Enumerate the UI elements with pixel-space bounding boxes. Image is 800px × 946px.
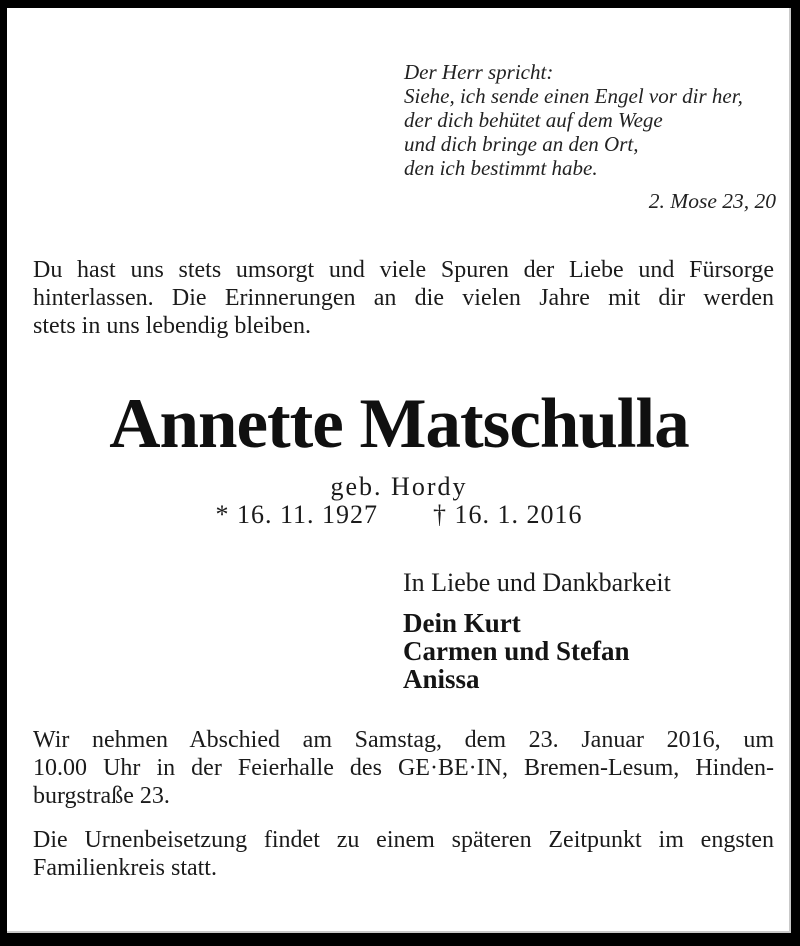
mourners-block [403,568,671,693]
deceased-name: Annette Matschulla [109,385,689,463]
text-line: Die Urnenbeisetzung findet zu einem späteren Zeitpunkt im engsten [33,827,774,853]
bible-verse-lines [404,60,780,180]
text-line: Carmen und Stefan [403,636,630,666]
text-line: Dein Kurt [403,608,521,638]
text-line: Der Herr spricht: [404,60,554,84]
text-line: Du hast uns stets umsorgt und viele Spuren der Liebe und Fürsorge [33,257,774,283]
text-line: stets in uns lebendig bleiben. [33,313,311,339]
birth-date: * 16. 11. 1927 [215,500,379,529]
maiden-name: geb. Hordy [330,472,468,501]
text-line: den ich bestimmt habe. [404,156,598,180]
death-date: † 16. 1. 2016 [433,500,583,529]
text-line: Wir nehmen Abschied am Samstag, dem 23. Januar 2016, um [33,727,774,753]
mourners-intro: In Liebe und Dankbarkeit [403,568,671,597]
bible-verse-block [404,60,780,213]
text-line: Siehe, ich sende einen Engel vor dir her, [404,84,743,108]
text-line: burgstraße 23. [33,783,170,809]
verse-source-reference: 2. Mose 23, 20 [648,189,776,213]
text-line: hinterlassen. Die Erinnerungen an die vielen Jahre mit dir werden [33,285,774,311]
mourners-names [403,609,671,693]
text-line: der dich behütet auf dem Wege [404,108,663,132]
text-line: 10.00 Uhr in der Feierhalle des GE·BE·IN, Bremen-Lesum, Hinden- [33,755,774,781]
text-line: und dich bringe an den Ort, [404,132,639,156]
life-dates [7,500,791,530]
urn-burial-note [33,826,774,882]
tribute-paragraph [33,256,774,340]
text-line: Familienkreis statt. [33,855,217,881]
text-line: Anissa [403,664,480,694]
funeral-announcement [33,726,774,810]
